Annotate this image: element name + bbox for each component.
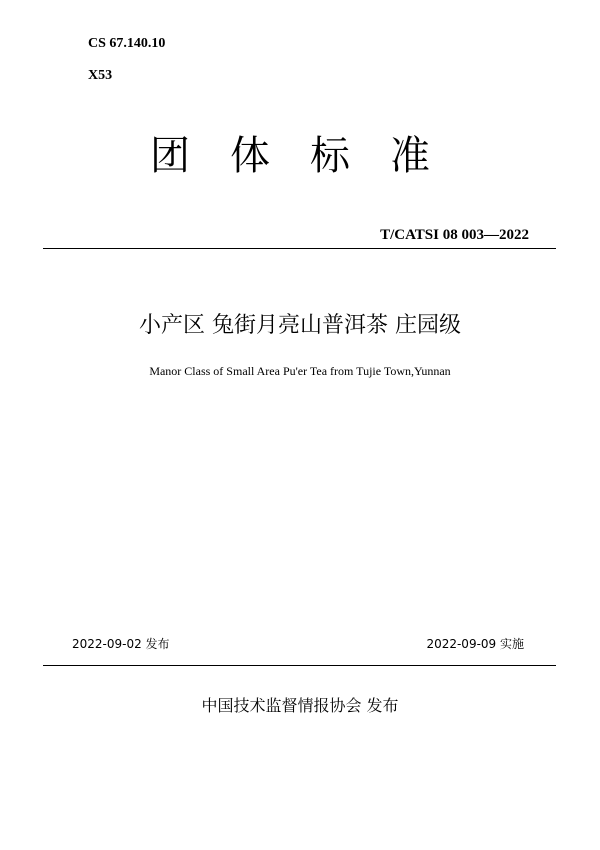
standard-number: T/CATSI 08 003—2022 [380,227,529,243]
issue-date: 2022-09-02 发布 [72,637,170,651]
ics-code: CS 67.140.10 [88,36,166,51]
standard-title-en: Manor Class of Small Area Pu'er Tea from Tujie Town,Yunnan [149,364,451,378]
standard-title-cn: 小产区 兔街月亮山普洱茶 庄园级 [139,313,461,338]
bottom-divider [43,665,556,666]
publisher: 中国技术监督情报协会 发布 [201,696,399,715]
ccs-code: X53 [88,68,113,83]
top-divider [43,248,556,249]
document-type-title: 团体标准 [150,133,470,179]
implementation-date: 2022-09-09 实施 [426,637,524,651]
